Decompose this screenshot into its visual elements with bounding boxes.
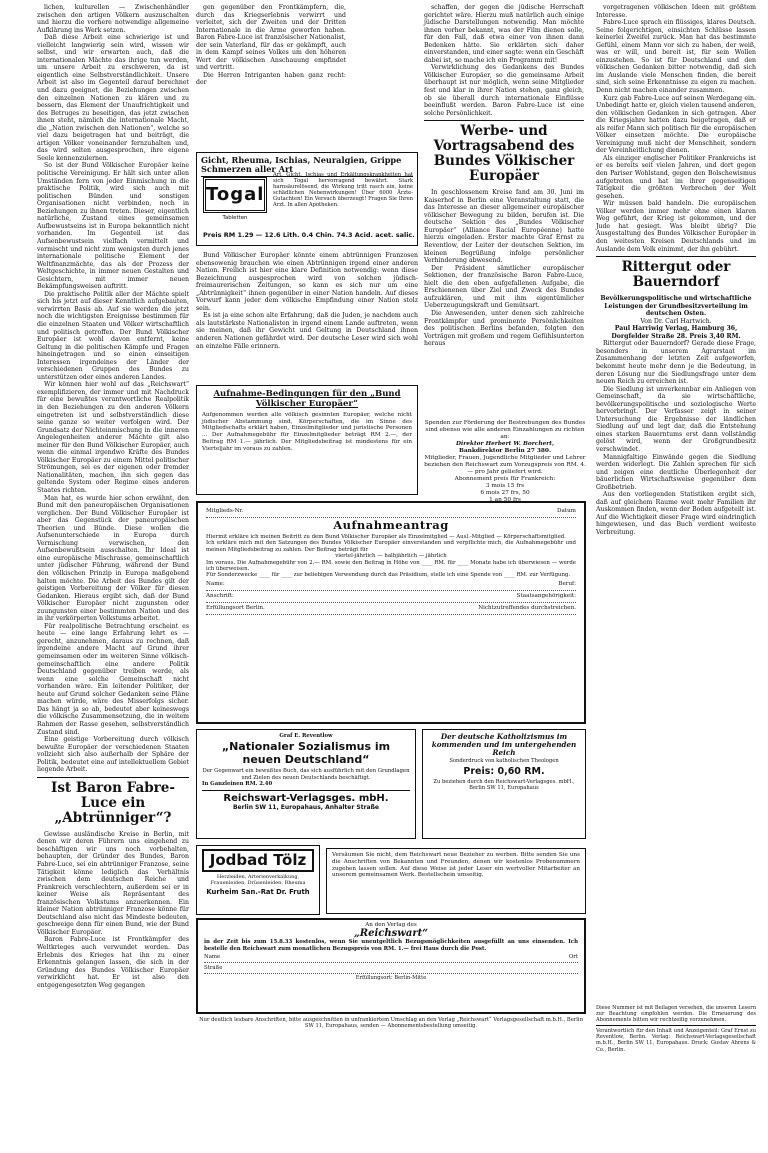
col3-paragraph: Der Präsident sämtlicher europäischer Sektionen, der französische Baron Fabre-Luce, hielt die den eben aufgefallenen Aufgabe, die Erschienenen über Ziel und Zweck des Bundes aufzuklären, und mit ihm eigentümlicher Ueberzeugungskraft und Gemütsart. (424, 264, 584, 310)
col3-paragraph: Die Anwesenden, unter denen sich zahlreiche Frontkämpfer und prominente Persönlichkeiten des politischen Berlins befanden, folgten den Vorträgen mit großem und regem Gefühlsunterton heraus (424, 309, 584, 348)
reventlow-book-advertisement (196, 729, 416, 839)
togal-price: Preis RM 1.29 — 12.6 Lith. 0.4 Chin. 74.3 Acid. acet. salic. (203, 231, 415, 239)
col1-paragraph: Die praktische Politik aller der Mächte spielt sich bis jetzt auf dieser Kenntlich aufgebauten, verwirrten Basis ab. Auf sie werden die jetzt noch die wichtigsten Ereignisse bestimmen für die einzelnen Staaten und Völker wirtschaftlich und politisch getroffen. Der Bund Völkischer Europäer ist wohl davon entfernt, keine Geltung in die politischen Kämpfe und Fragen hineingetragen und so einen einseitigen Interessen irgendeines der Länder der verschiedenen Gruppen des Bundes zu unterstützen oder eines anderen Landes. (37, 290, 189, 381)
mitglied-nr-field[interactable]: Mitglieds-Nr. (206, 508, 244, 514)
col4-paragraph: Als einziger englischer Politiker Frankreichs ist er es bereits seit vielen Jahren, und dort gegen den Pariser Wohlstand, gegen den Bolschewismus aufgetreten und hat im ihrer gegenseitigen Tätigkeit die größten Verbrechen der Welt gesehen. (596, 154, 756, 200)
jodbad-desc: Herzleiden, Arterienverkalkung, Frauenleiden, Drüsenleiden, Rheuma (210, 874, 306, 886)
col1-paragraph: So ist der Bund Völkischer Europäer keine politische Vereinigung. Er hält sich unter allen Umständen fern von jeder Einmischung in die praktische Politik, wird sich auch mit politischen Bünden und sonstigen Organisationen nicht verbinden, noch in Beziehungen zu ihnen treten. Dieser, eigentlich natürliche, Zustand eines gemeinsamen Aufbewustseins ist in Europa bekanntlich nicht vorhanden. Im Gegenteil ist das Aufsenbewustsein vielfach vermittelt und vermischt und nicht zum wenigsten durch jenes internationale politische Element der Weltfinanzmächte, das als der Prozess der Weltgeschichte, in immer neuen Gestalten und Gesichtern, mit immer neuen Bekämpfungsweisen auftritt. (37, 162, 189, 291)
aufnahmeantrag-form (196, 501, 586, 724)
col3-paragraph: In geschlossenem Kreise fand am 30. Juni im Kaiserhof in Berlin eine Veranstaltung statt, die das Interesse an dieser allgemeiner europäischer völkischer Bewegung zu bilden, berufen ist. Die deutsche Sektion des „Bundes Völkischer Europäer“ (Alliance Racial Européenne) hatte hierzu eingeladen. Erster machte Graf Ernst zu Reventlow, der Leiter der deutschen Sektion, im kleinen Begrüßung infolge persönlicher Verhinderung abwesend. (424, 189, 584, 265)
spenden-line: Direktor Herbert W. Borchert, (456, 441, 554, 447)
ad-author: Graf E. Reventlow (279, 733, 333, 739)
divider (596, 1025, 756, 1026)
imprint-notes (596, 1005, 756, 1095)
rittergut-subhead: Bevölkerungspolitische und wirtschaftliche Leistungen der Grundbesitzverteilung im deutschen Osten. (600, 295, 752, 318)
ad-book-title: „Nationaler Sozialismus im neuen Deutschland“ (221, 740, 391, 766)
bestellschein-form (196, 918, 586, 1014)
spenden-line: 1 an 50 frs (489, 497, 521, 503)
beilage-note: Diese Nummer ist mit Beilagen versehen, die unseren Lesern zur Beachtung empfohlen werden. Die Erneuerung des Abonnements bitten wir rechtzeitig vorzunehmen. (596, 1005, 756, 1024)
col1-paragraph: Man hat, es wurde hier schon erwähnt, den Bund mit den paneuropäischen Organisationen verglichen. Der Bund Völkischer Europäer ist aber das Gegenstück der paneuropäischen Theorien und Bünde. Diese wollen die Aufsenunterschiede in Europa durch Vermischung verwischen, den Aufsenbewußtsein ausschalten. Ihr Ideal ist eine europäische Mischrasse, gemeinschaftlich unter jüdischer Führung, während der Bund den völkischen Prinzip in Europa maßgebend halten möchte. Die Arbeit des Bundes gilt der geistigen Vorbereitung der Völker für diesen Gedanken. Hieraus ergibt sich, daß der Bund Völkischer Europäer nicht zugunsten oder zuungunsten einer bestimmten Nation und des in ihr verkörperten Volkstums arbeitet. (37, 494, 189, 623)
kath-title: Der deutsche Katholizismus im kommenden und im untergehenden Reich (431, 732, 577, 758)
col3-paragraph: Verwirklichung des Gedankens des Bundes Völkischer Europäer, so die gemeinsame Arbeit überhaupt ist nur möglich, wenn seine Mitglieder fest und klar in ihrer Nation stehen, ganz gleich, ob sie überall durch internationale Einflüsse beeinflußt werden. Baron Fabre-Luce ist eine solche Persönlichkeit. (424, 64, 584, 117)
aufnahmeantrag-title: Aufnahmeantrag (333, 518, 449, 532)
spenden-info (424, 420, 586, 503)
bottom-note: Nur deutlich lesbare Anschriften, bitte ausgeschnitten in unfrankiertem Umschlag an den Verlag „Reichswart“ Verlagsgesellschaft m.b.H., Berlin SW 11, Europahaus, senden — Abonnementsbestellung umseitig. (199, 1017, 583, 1030)
ad-publisher-address: Berlin SW 11, Europahaus, Anhalter Straße (232, 804, 379, 812)
name-field[interactable]: Name: (206, 580, 225, 587)
nicht-zutreffend-text: Nichtzutreffendes durchstreichen. (478, 604, 576, 611)
col4-paragraph: Fabre-Luce sprach ein flüssiges, klares Deutsch. Seine folgerichtigen, einsichten Schlüsse lassen keinerlei Zweifel zurück. Man hat das bestimmte Gefühl, einem Mann vor sich zu haben, der weiß, was er will, und bereit ist, für sein Wollen einzustehen. So ist für Deutschland und den völkischen Gedanken bitter notwendig, daß sich im Auslande viele Menschen finden, die bereit sind, sich seine Erkenntnisse zu eigen zu machen. Denn nicht machen einander zusammen. (596, 19, 756, 95)
col1-paragraph: Wir können hier wohl auf das „Reichswart“ exemplifizieren, der immer und mit Nachdruck für eine bewußtes verantwortliche Realpolitik in den Beziehungen zu den anderen Völkern eingetreten ist und selbstverständlich diese seine ganze so weiter verfolgen wird. Der Grundsatz der Nichteinmischung in die inneren Angelegenheiten anderer Mächte gilt also meiner für den Bund Völkischer Europäer, auch wenn die einmal irgendwo Kräfte des Bundes Völkischer Europäer zu einem Mittel politischer Strömungen, sei es der eigenen oder fremder Nationalitäten, machen, ihn sich gegen das geltende System oder Regime eines anderen Staates richten. (37, 381, 189, 494)
col2-paragraph: Die Herren Intriganten haben ganz recht: der (196, 71, 346, 87)
ad-book-desc: Der Gegenwart ein bewußtes Buch, das sich ausführlich mit den Grundlagen und Zielen des neuen Deutschlands beschäftigt. (202, 768, 410, 781)
antrag-text: Im voraus. Die Aufnahmegebühr von 2.— RM. sowie den Beitrag in Höhe von ____ RM. für ____ Monate habe ich überwiesen — werde ich überweisen. (206, 559, 576, 573)
headline-fabre-luce: Ist Baron Fabre-Luce ein „Abtrünniger“? (51, 779, 175, 826)
bestell-text: in der Zeit bis zum 15.8.33 kostenlos, wenn Sie unentgeltlich Bezugsmöglichkeiten ausgefüllt an uns einsenden. Ich bestelle den Reichswart zum monatlichen Bezugspreis von RM. 1.— frei Haus durch die Post. (204, 939, 578, 952)
spenden-line: Spenden zur Förderung der Bestrebungen des Bundes sind ebenso wie alle anderen Einzahlungen zu richten an: (424, 420, 586, 440)
col4-paragraph: vorgetragenen völkischen Ideen mit größtem Interesse. (596, 4, 756, 19)
spenden-line: Mitglieder, Frauen, Jugendliche Mitglieder und Lehrer beziehen den Reichswart zum Vorzugspreis von RM. 4.— pro Jahr geliefert wird. (424, 455, 586, 475)
staat-field[interactable]: Staatsangehörigkeit: (516, 592, 576, 599)
divider (37, 777, 189, 778)
jodbad-brand: Jodbad Tölz (202, 849, 314, 872)
column-3 (424, 4, 584, 419)
bestell-name-line (204, 952, 578, 963)
kath-price: Preis: 0,60 RM. (463, 765, 545, 777)
jodbad-advertisement (196, 845, 320, 915)
togal-body: Art, Gicht, Ischias und Erkältungskrankheiten hat sich Togal hervorragend bewährt. Stark harnsäurelösend, die Wirkung tritt rasch ein, keine schädlichen Nebenwirkungen! Über 6000 Ärzte-Gutachten! Ein Versuch überzeugt! Fragen Sie Ihren Arzt. In allen Apotheken. (273, 172, 413, 209)
bestell-caption: An den Verlag des (365, 922, 417, 928)
antrag-text: Hiermit erkläre ich meinen Beitritt zu dem Bund Völkischer Europäer als Einzelmitglied — Ausl.-Mitglied — Körperschaftsmitglied. (206, 534, 566, 540)
bestell-ort-field[interactable]: Ort (568, 954, 578, 961)
col1-paragraph: Gewisse ausländische Kreise in Berlin, mit denen wir deren Führern uns eingehend zu beschäftigen wir uns noch vorbehalten, behaupten, der Gründer des Bundes, Baron Fabre-Luce, sei ein abtrünniger Franzose, seine Tätigkeit könne lediglich das Verhältnis zwischen dem deutschen Reiche und Frankreich verschlechtern, außerdem sei er in keiner Weise als Repräsentant des französischen Volkstums anzuerkennen. Ein kleiner Nation abtrünniger Franzose könne für Deutschland also nicht das Mindeste bedeuten, geschweige denn für einen Bund, wie der Bund Völkischer Europäer. (37, 830, 189, 936)
col1-paragraph: Für realpolitische Betrachtung erscheint es heute — eine lange Erfahrung lehrt es — gerecht, anzunehmen, daraus zu rechnen, daß irgendeine andere Macht auf Grund ihrer gemeinsamen oder im weiteren Sinne völkisch-gemeinschaftlich eine andere Politik Deutschland gegenüber treiben werde, als wenn eine solche Gemeinschaft nicht vorhanden wäre. Ein leitender Politiker, der heute auf Grund solcher Gedanken seine Pläne machen würde, wäre des Misserfolgs sicher. Das hängt ja so ab, bedeutet aber keineswegs die völkische Zusammensetzung, die in weitem Rahmen der Rasse gesehen, selbstverständlich Zustand sind. (37, 622, 189, 736)
spenden-line: 3 mois 15 frs (485, 483, 525, 489)
spenden-line: Abonnement preis für Frankreich: (454, 476, 556, 482)
name-beruf-line (206, 579, 576, 591)
togal-tabs-label: Tabletten (222, 215, 248, 221)
col1-paragraph: Daß diese Arbeit eine schwierige ist und vielleicht langwierig sein wird, wissen wir selbst, und wir erwarten auch, daß die internationalen Mächte das ihrige tun werden, um unsere Arbeit zu erschweren, da ist eigentlich eine Selbstverständlichkeit. Unsere Arbeit ist also im Gegenteil darauf berechnet und dazu geeignet, die Beziehungen zwischen den einzelnen Nationen zu klären und zu bessern, das Element der Unaufrichtigkeit und des Betruges zu beseitigen, das jetzt zwischen ihnen steht, nämlich die internationale Macht, die „Nation zwischen den Nationen“, welche so viel dazu beigetragen hat und beiträgt, die artigen Völker voneinander fernzuhalten und, das wird selten ausgesprochen, ihre eigene Seele kennenzulernen. (37, 34, 189, 162)
werbe-note: Versäumen Sie nicht, dem Reichswart neue Bezieher zu werben. Bitte senden Sie uns die Anschriften von Bekannten und Freunden, denen wir kostenlos Probenummern zugehen lassen sollen. Auf diese Weise ist jeder Leser ein wertvoller Mitarbeiter an unserem gemeinsamen Werk. Bestellschein umseitig. (326, 848, 586, 914)
col4-paragraph: Die Siedlung ist unverkennbar ein Anliegen von Gemeinschaft, da sie wirtschaftliche, bevölkerungspolitische und soziologische Werte hervorbringt. Der Verfasser zeigt in seiner Untersuchung die Ergebnisse der ländlichen Siedlung auf und legt dar, daß die Entstehung eines starken Bauerntums erst dann vollständig gelöst wird, wenn der Großgrundbesitz verschwindet. (596, 385, 756, 453)
col1-paragraph: lichen, kulturellen — Zwischenhändler zwischen den artigen Völkern auszuschalten und hierzu die vorhere notwendige allgemeine Aufklärung ins Werk setzen. (37, 4, 189, 34)
antrag-header-line (206, 506, 576, 518)
aufnahme-bedingungen-box (196, 385, 418, 495)
katholizismus-advertisement (422, 729, 586, 839)
col2-paragraph: gen gegenüber den Frontkämpfern, die, durch das Kriegserlebnis verwirrt und verleitet, sich der Zweiten und der Dritten Internationale in die Arme geworfen haben. Baron Fabre-Luce ist französischer Nationalist, der sein Vaterland, für das er gekämpft, auch in dem Kampf seines Volkes um den höheren Wert der völkischen Anschauung empfindet und vertritt. (196, 4, 346, 72)
antrag-options[interactable]: viertel-jährlich — halbjährlich — jährlich (335, 553, 447, 560)
erfuellungsort-text: Erfüllungsort Berlin. (206, 604, 265, 611)
bestell-name-field[interactable]: Name (204, 954, 221, 961)
togal-logo: Togal (203, 177, 267, 213)
column-2-text (196, 252, 418, 382)
col4-paragraph: Kurz gab Fabre-Luce auf seinen Werdegang ein. Unbedingt hatte er, gleich vielen tausend anderen, den völkischen Gedanken in sich getragen. Aber die Kriegsjahre hatten dazu beigetragen, daß er als reifer Mann sich politisch für die europäischen Völker einsetzen möchte. Die europäische Vereinigung muß nicht der Menschheit, sondern der Vereinheitlichung dienen. (596, 94, 756, 155)
rittergut-byline: Von Dr. Carl Hartwich. (640, 317, 712, 325)
column-2-top (196, 4, 346, 154)
col1-paragraph: Eine geistige Vorbereitung durch völkisch bewußte Europäer der verschiedenen Staaten vollzieht sich also außerhalb der Sphäre der Politik, bedeutet eine auf intellektuellem Gebiet liegende Arbeit. (37, 736, 189, 774)
bestell-foot: Erfüllungsort: Berlin-Mitte (355, 975, 427, 982)
bestell-strasse-line (204, 963, 578, 974)
col4-paragraph: Rittergut oder Bauerndorf? Gerade diese Frage, besonders in unserem Agrarstaat im Zusammenhang der letzten Zeit aufgeworfen, bekommt heute mehr denn je die Bedeutung, in deren Lösung nur die Siedlungsfrage unter dem neuen Reich zu erreichen ist. (596, 340, 756, 386)
beruf-field[interactable]: Beruf: (558, 580, 576, 587)
togal-advertisement (196, 152, 418, 246)
kath-bezug: Zu beziehen durch den Reichswart-Verlagsges. mbH., Berlin SW 11, Europahaus (433, 778, 575, 792)
col3-paragraph: schaffen, der gegen die jüdische Herrschaft gerichtet wäre. Hierzu muß natürlich auch einige jüdische Darstellungen notwendig. Man möchte ihnen vorher bekannt, was der Film dienen solle, für den Fall, daß etwa einer von ihnen dann Bedenken hätte. Sie erklärten sich daher einverstanden, und einer sagte: wenn ein Geschäft dabei ist, so mache ich ein Programm mit! (424, 4, 584, 64)
togal-title: Gicht, Rheuma, Ischias, Neuralgien, Grippe Schmerzen aller Art (201, 156, 413, 177)
bestell-strasse-field[interactable]: Straße (204, 965, 223, 972)
aufnahme-bedingungen-title: Aufnahme-Bedingungen für den „Bund Völkischer Europäer“ (213, 389, 401, 409)
col1-paragraph: Baron Fabre-Luce ist Frontkämpfer des Weltkrieges auch verwundet worden. Das Erlebnis des Krieges hat ihn zu einer Erkenntnis gelangen lassen, die sich in der Gründung des Bundes Völkischer Europäer verwirklicht hat. Er ist also den entgegengesetzten Weg gegangen (37, 936, 189, 989)
rittergut-publication: Paul Harriwig Verlag, Hamburg 36, Dorgfelder Straße 28. Preis 3,40 RM. (611, 325, 741, 340)
footer-line (206, 603, 576, 615)
aufnahme-bedingungen-text: Aufgenommen werden alle völkisch gesinnten Europäer, welche nicht jüdischer Abstammung sind, Körperschaften, die im Sinne des Mitgliedschafts erklärt haben, Einzelmitglieder und juristische Personen ... Der Aufnahmegebühr für Einzelmitglieder beträgt RM 2.—, der Beitrag RM 1.— jährlich. Der Mitgliedsbeitrag ist mindestens für ein Vierteljahr im voraus zu zahlen. (202, 412, 412, 452)
headline-werbeabend: Werbe- und Vortragsabend des Bundes Völkischer Europäer (433, 123, 575, 185)
anschrift-line (206, 591, 576, 603)
antrag-text: Ich erkläre mich mit den Satzungen des Bundes Völkischer Europäer einverstanden und verpflichte mich, die Aufnahmegebühr und meinen Mitgliedsbeitrag zu zahlen. Der Beitrag beträgt für (206, 540, 576, 553)
bestell-name: „Reichswart“ (354, 928, 428, 939)
col4-paragraph: Aus den vorliegenden Statistiken ergibt sich, daß auf gleichem Raume weit mehr Familien ihr Auskommen finden, wenn der Boden aufgeteilt ist. Auf die Wichtigkeit dieser Frage wird eindringlich hingewiesen, und das Buch verdient weiteste Verbreitung. (596, 491, 756, 536)
ad-book-price: In Ganzleinen RM. 2.40 (202, 781, 273, 788)
col4-paragraph: Wir müssen bald handeln. Die europäischen Völker werden immer mehr ohne einen klaren Weg geführt, der Krieg ist gekommen, und der Jude hat gesiegt. Was bleibt übrig? Die Ausgestaltung des Bundes Völkischer Europäer in den weitesten Kreisen Deutschlands und im Auslande dem Volk einimmt, der ihn gebührt. (596, 200, 756, 253)
jodbad-kurheim: Kurheim San.-Rat Dr. Fruth (206, 888, 310, 896)
divider (596, 256, 756, 257)
imprint-text: Verantwortlich für den Inhalt und Anzeigenteil: Graf Ernst zu Reventlow, Berlin. Verlag: Reichswart-Verlagsgesellschaft m.b.H., Berlin SW 11, Europahaus. Druck: Gustav Ahrens & Co., Berlin. (596, 1028, 756, 1053)
col4-paragraph: Mannigfaltige Einwände gegen die Siedlung werden widerlegt. Die Zahlen sprechen für sich und zeigen eine deutliche Überlegenheit der bäuerlichen Wirtschaftsweise gegenüber dem Großbetrieb. (596, 453, 756, 491)
spenden-line: 6 mois 27 frs, 50 (480, 490, 530, 496)
column-4 (596, 4, 756, 1004)
headline-rittergut: Rittergut oder Bauerndorf (621, 259, 731, 291)
ad-publisher: Reichswart-Verlagsges. mbH. (202, 790, 410, 805)
divider (424, 120, 584, 121)
col2-paragraph: Bund Völkischer Europäer könnte einem abtrünnigen Franzosen ebensowenig brauchen wie einen Abtrünnigen irgend einer anderen Nation. Freilich ist hier eine klare Definition notwendig: wenn diese Bezeichnung ausgesprochen wird von solchen jüdisch-freimaurerischen Zeitungen, so kann es sich nur um eine „Abtrünnigkeit“ ihnen gegenüber in einer Nation handeln. Auf dieses Vorwurf kann jeder dem völkische Empfindung einer Nation stolz sein. (196, 252, 418, 312)
kath-subtitle: Sonderdruck von katholischen Theologen (449, 757, 559, 764)
column-1 (37, 4, 189, 1124)
spenden-line: Bankdirektor Berlin 27 380. (458, 448, 551, 454)
antrag-text: Für Sonderzwecke ____ für ____ zur beliebigen Verwendung durch das Präsidium, stelle ich eine Spende von ____ RM. zur Verfügung. (206, 572, 571, 579)
col2-paragraph: Es ist ja eine schon alte Erfahrung, daß die Juden, je nachdem auch als lautstärkste Nationalisten in irgend einem Lande auftreten, wenn sie meinen, daß ihr Gewicht und Geltung in Deutschland ihnen anderen Nationen gefährdet wird. Der deutsche Leser wird sich wohl an einzelne Fälle erinnern. (196, 312, 418, 350)
anschrift-field[interactable]: Anschrift: (206, 592, 234, 599)
datum-field[interactable]: Datum (557, 508, 576, 514)
